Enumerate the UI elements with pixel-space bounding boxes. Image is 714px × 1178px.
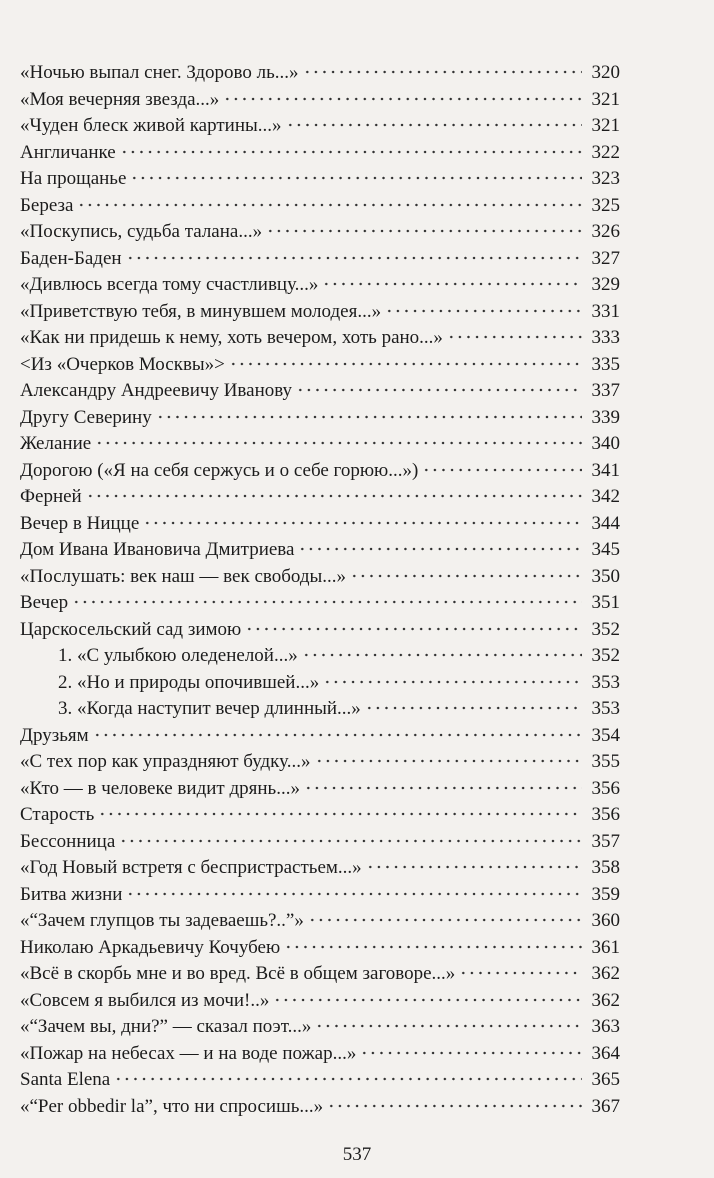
toc-entry [20, 670, 620, 697]
dot-leader [72, 600, 582, 604]
dot-leader [322, 282, 582, 286]
dot-leader [385, 309, 582, 313]
toc-entry-page: 333 [591, 327, 620, 348]
dot-leader [323, 680, 582, 684]
toc-entry [20, 246, 620, 273]
toc-entry-title: Баден-Баден [20, 247, 122, 269]
toc-entry-title: «Приветствую тебя, в минувшем молодея...» [20, 300, 382, 322]
page-number: 537 [342, 1144, 372, 1165]
table-of-contents [20, 60, 620, 1120]
toc-entry-title: Вечер в Ницце [20, 512, 140, 534]
toc-entry-page: 344 [591, 512, 620, 534]
toc-entry-title: <Из «Очерков Москвы»> [20, 353, 225, 375]
toc-entry-title: «Моя вечерняя звезда...» [20, 88, 220, 110]
toc-entry-title: «Послушать: век наш — век свободы...» [20, 565, 347, 587]
toc-entry-page: 352 [591, 618, 620, 640]
toc-entry [20, 882, 620, 909]
dot-leader [273, 998, 582, 1002]
toc-entry-title: «Дивлюсь всегда тому счастливцу...» [20, 274, 319, 295]
dot-leader [302, 653, 582, 657]
toc-entry [20, 87, 620, 114]
toc-entry-title: Николаю Аркадьевичу Кочубею [20, 936, 281, 958]
toc-entry-page: 360 [591, 910, 620, 931]
toc-entry-title: «Поскупись, судьба талана...» [20, 221, 263, 242]
toc-entry-page: 341 [591, 459, 620, 481]
toc-entry [20, 988, 620, 1015]
toc-entry [20, 299, 620, 326]
toc-entry-page: 342 [591, 486, 620, 507]
toc-entry-page: 359 [591, 883, 620, 905]
toc-entry-title: На прощанье [20, 168, 127, 189]
toc-entry [20, 405, 620, 432]
dot-leader [315, 1024, 582, 1028]
toc-entry-title: Битва жизни [20, 883, 123, 905]
toc-entry [20, 511, 620, 538]
toc-entry-page: 352 [591, 645, 620, 666]
toc-entry [20, 140, 620, 167]
toc-entry-title: «Совсем я выбился из мочи!..» [20, 989, 270, 1011]
toc-entry-title: «Всё в скорбь мне и во вред. Всё в общем заговоре...» [20, 963, 456, 984]
dot-leader [229, 362, 582, 366]
toc-entry-title: «Пожар на небесах — и на воде пожар...» [20, 1042, 357, 1064]
toc-entry-title: «Ночью выпал снег. Здорово ль...» [20, 62, 299, 83]
toc-entry-page: 322 [591, 141, 620, 163]
dot-leader [304, 786, 582, 790]
toc-entry-title: Старость [20, 804, 95, 825]
dot-leader [303, 70, 582, 74]
dot-leader [126, 256, 582, 260]
toc-entry [20, 484, 620, 511]
toc-entry-page: 351 [591, 592, 620, 613]
toc-entry-page: 340 [591, 433, 620, 454]
dot-leader [93, 733, 582, 737]
toc-entry [20, 855, 620, 882]
toc-entry [20, 537, 620, 564]
dot-leader [447, 335, 582, 339]
toc-entry-title: Вечер [20, 592, 69, 613]
dot-leader [143, 521, 582, 525]
dot-leader [130, 176, 582, 180]
toc-entry-title: «Как ни придешь к нему, хоть вечером, хоть рано...» [20, 327, 443, 348]
toc-entry [20, 749, 620, 776]
toc-entry-title: «Кто — в человеке видит дрянь...» [20, 777, 300, 799]
toc-entry-page: 353 [591, 671, 620, 693]
toc-entry [20, 1067, 620, 1094]
dot-leader [266, 229, 582, 233]
toc-entry-page: 362 [591, 989, 620, 1011]
toc-entry-title: Береза [20, 194, 74, 216]
dot-leader [86, 494, 582, 498]
toc-entry-page: 357 [591, 830, 620, 852]
toc-entry [20, 617, 620, 644]
toc-entry-title: Друзьям [20, 724, 89, 746]
toc-entry-page: 327 [591, 247, 620, 269]
dot-leader [114, 1077, 582, 1081]
toc-entry-page: 365 [591, 1069, 620, 1090]
toc-entry-page: 335 [591, 353, 620, 375]
dot-leader [459, 971, 582, 975]
toc-entry-title: Santa Elena [20, 1069, 111, 1090]
toc-entry-page: 337 [591, 380, 620, 401]
toc-entry-title: «“Зачем вы, дни?” — сказал поэт...» [20, 1016, 312, 1037]
toc-entry-page: 367 [591, 1095, 620, 1117]
toc-entry-title: «Чуден блеск живой картины...» [20, 115, 282, 136]
toc-entry-title: «С тех пор как упраздняют будку...» [20, 751, 311, 772]
toc-entry [20, 352, 620, 379]
toc-entry [20, 1014, 620, 1041]
toc-entry-page: 345 [591, 539, 620, 560]
toc-entry-page: 364 [591, 1042, 620, 1064]
toc-entry-title: Дом Ивана Ивановича Дмитриева [20, 539, 295, 560]
toc-entry [20, 1094, 620, 1121]
toc-entry-title: 1. «С улыбкою оледенелой...» [58, 645, 298, 666]
toc-entry-title: Бессонница [20, 830, 116, 852]
dot-leader [366, 865, 582, 869]
toc-entry-page: 350 [591, 565, 620, 587]
toc-entry-page: 356 [591, 777, 620, 799]
toc-entry-page: 325 [591, 194, 620, 216]
toc-entry-page: 329 [591, 274, 620, 295]
toc-entry [20, 458, 620, 485]
toc-entry-page: 321 [591, 115, 620, 136]
toc-entry-title: Другу Северину [20, 406, 152, 428]
toc-entry [20, 961, 620, 988]
toc-entry-title: Ферней [20, 486, 82, 507]
toc-entry [20, 723, 620, 750]
toc-entry-title: Желание [20, 433, 92, 454]
dot-leader [284, 945, 582, 949]
toc-entry [20, 431, 620, 458]
toc-entry-page: 356 [591, 804, 620, 825]
toc-entry [20, 272, 620, 299]
toc-entry-page: 321 [591, 88, 620, 110]
toc-entry-page: 339 [591, 406, 620, 428]
toc-entry [20, 1041, 620, 1068]
toc-entry-page: 323 [591, 168, 620, 189]
toc-entry [20, 378, 620, 405]
toc-entry [20, 325, 620, 352]
dot-leader [308, 918, 582, 922]
dot-leader [156, 415, 582, 419]
toc-entry-title: Дорогою («Я на себя сержусь и о себе горюю...») [20, 459, 419, 481]
dot-leader [360, 1051, 582, 1055]
toc-entry [20, 219, 620, 246]
toc-entry-page: 362 [591, 963, 620, 984]
toc-entry-page: 326 [591, 221, 620, 242]
dot-leader [315, 759, 583, 763]
dot-leader [126, 892, 582, 896]
toc-entry [20, 802, 620, 829]
toc-entry-title: 2. «Но и природы опочившей...» [58, 671, 320, 693]
dot-leader [296, 388, 582, 392]
toc-entry-page: 355 [591, 751, 620, 772]
toc-entry-page: 320 [591, 62, 620, 83]
dot-leader [119, 839, 582, 843]
toc-entry-page: 331 [591, 300, 620, 322]
toc-entry [20, 564, 620, 591]
toc-entry-title: «“Зачем глупцов ты задеваешь?..”» [20, 910, 304, 931]
toc-entry [20, 590, 620, 617]
toc-entry-page: 363 [591, 1016, 620, 1037]
dot-leader [245, 627, 582, 631]
dot-leader [298, 547, 582, 551]
dot-leader [286, 123, 582, 127]
toc-entry-page: 358 [591, 857, 620, 878]
toc-entry [20, 829, 620, 856]
toc-entry-page: 354 [591, 724, 620, 746]
toc-entry-page: 353 [591, 698, 620, 719]
toc-entry [20, 696, 620, 723]
dot-leader [95, 441, 582, 445]
toc-entry-page: 361 [591, 936, 620, 958]
dot-leader [422, 468, 582, 472]
dot-leader [327, 1104, 582, 1108]
dot-leader [98, 812, 582, 816]
toc-entry-title: «“Per obbedir la”, что ни спросишь...» [20, 1095, 324, 1117]
toc-entry [20, 908, 620, 935]
toc-entry [20, 935, 620, 962]
dot-leader [120, 150, 582, 154]
toc-entry-title: «Год Новый встретя с беспристрастьем...» [20, 857, 362, 878]
toc-entry-title: Царскосельский сад зимою [20, 618, 242, 640]
dot-leader [365, 706, 582, 710]
toc-entry-title: Александру Андреевичу Иванову [20, 380, 293, 401]
toc-entry [20, 113, 620, 140]
dot-leader [350, 574, 582, 578]
toc-entry [20, 193, 620, 220]
toc-entry [20, 643, 620, 670]
toc-entry-title: 3. «Когда наступит вечер длинный...» [58, 698, 361, 719]
dot-leader [223, 97, 582, 101]
toc-entry [20, 166, 620, 193]
dot-leader [77, 203, 582, 207]
toc-entry [20, 60, 620, 87]
toc-entry [20, 776, 620, 803]
toc-entry-title: Англичанке [20, 141, 116, 163]
